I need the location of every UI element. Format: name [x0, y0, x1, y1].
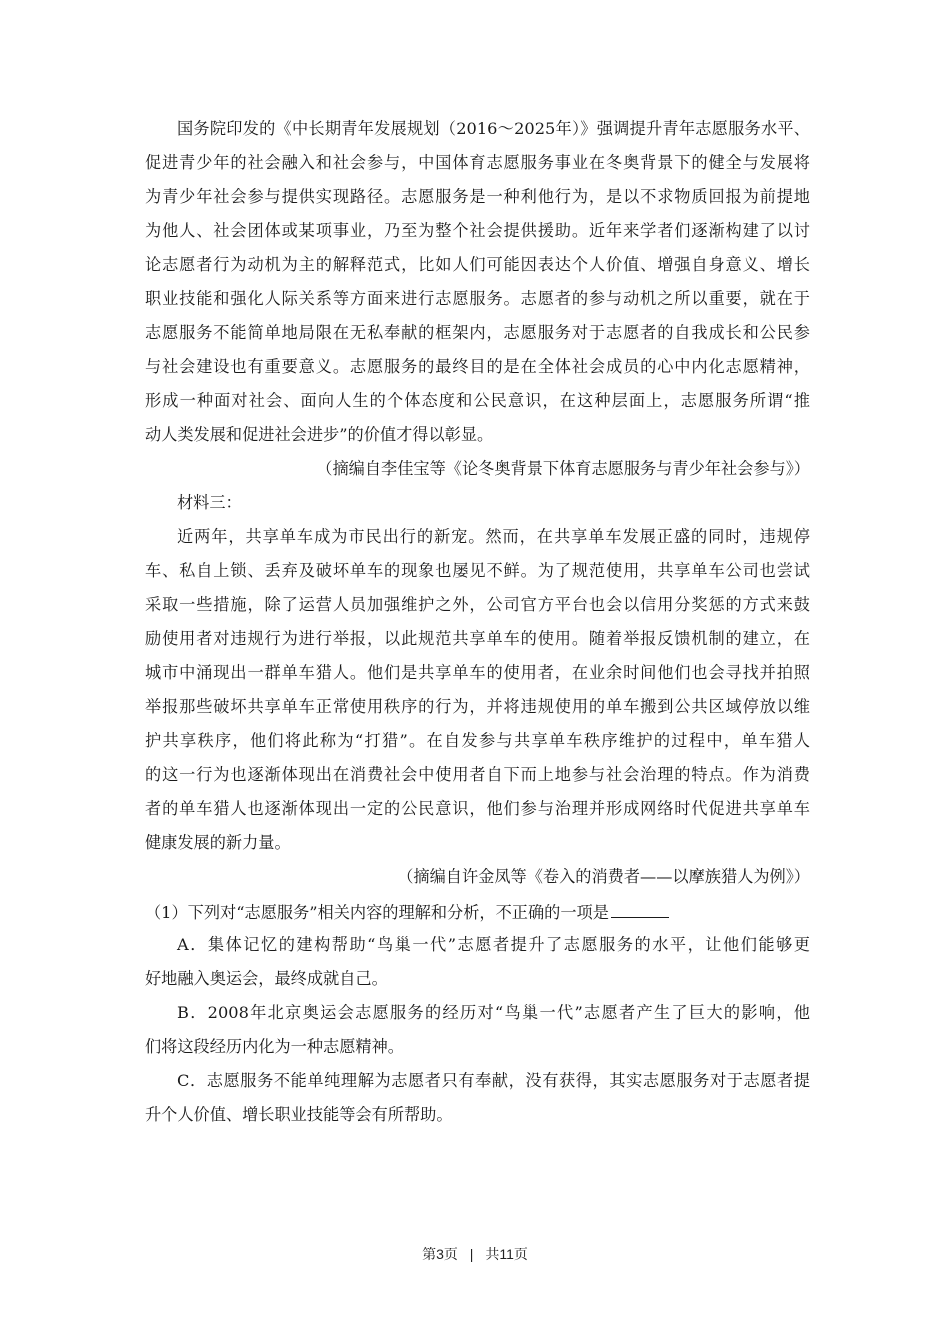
paragraph-line: 护共享秩序，他们将此称为“打猎”。在自发参与共享单车秩序维护的过程中，单车猎人 — [145, 731, 810, 750]
paragraph-line: 举报那些破坏共享单车正常使用秩序的行为，并将违规使用的单车搬到公共区域停放以维 — [145, 697, 810, 716]
paragraph-line: 车、私自上锁、丢弃及破坏单车的现象也屡见不鲜。为了规范使用，共享单车公司也尝试 — [145, 561, 810, 580]
question-1-stem — [145, 901, 669, 923]
option-line: 好地融入奥运会，最终成就自己。 — [145, 969, 388, 988]
material-3-source: （摘编自许金凤等《卷入的消费者——以摩族猎人为例》） — [397, 867, 810, 886]
paragraph-line: 促进青少年的社会融入和社会参与，中国体育志愿服务事业在冬奥背景下的健全与发展将 — [145, 153, 810, 172]
page-total: 共11页 — [485, 1246, 528, 1262]
paragraph-line: 与社会建设也有重要意义。志愿服务的最终目的是在全体社会成员的心中内化志愿精神， — [145, 357, 810, 376]
option-line: C．志愿服务不能单纯理解为志愿者只有奉献，没有获得，其实志愿服务对于志愿者提 — [177, 1071, 810, 1090]
page-number: 第3页 — [422, 1246, 458, 1262]
paragraph-line: 动人类发展和促进社会进步”的价值才得以彰显。 — [145, 425, 494, 444]
paragraph-line: 为他人、社会团体或某项事业，乃至为整个社会提供援助。近年来学者们逐渐构建了以讨 — [145, 221, 810, 240]
footer-separator: | — [469, 1246, 474, 1262]
paragraph-line: 志愿服务不能简单地局限在无私奉献的框架内，志愿服务对于志愿者的自我成长和公民参 — [145, 323, 810, 342]
option-line: 升个人价值、增长职业技能等会有所帮助。 — [145, 1105, 453, 1124]
paragraph-line: 形成一种面对社会、面向人生的个体态度和公民意识，在这种层面上，志愿服务所谓“推 — [145, 391, 810, 410]
paragraph-line: 健康发展的新力量。 — [145, 833, 291, 852]
paragraph-line: 职业技能和强化人际关系等方面来进行志愿服务。志愿者的参与动机之所以重要，就在于 — [145, 289, 810, 308]
material-3-heading: 材料三： — [177, 493, 242, 512]
paragraph-line: 城市中涌现出一群单车猎人。他们是共享单车的使用者，在业余时间他们也会寻找并拍照 — [145, 663, 810, 682]
page-footer — [0, 1244, 950, 1264]
option-line: 们将这段经历内化为一种志愿精神。 — [145, 1037, 404, 1056]
material-2-source: （摘编自李佳宝等《论冬奥背景下体育志愿服务与青少年社会参与》） — [316, 459, 810, 478]
paragraph-line: 采取一些措施，除了运营人员加强维护之外，公司官方平台也会以信用分奖惩的方式来鼓 — [145, 595, 810, 614]
paragraph-line: 者的单车猎人也逐渐体现出一定的公民意识，他们参与治理并形成网络时代促进共享单车 — [145, 799, 810, 818]
paragraph-line: 的这一行为也逐渐体现出在消费社会中使用者自下而上地参与社会治理的特点。作为消费 — [145, 765, 810, 784]
answer-blank[interactable] — [611, 901, 669, 918]
option-line: A．集体记忆的建构帮助“鸟巢一代”志愿者提升了志愿服务的水平，让他们能够更 — [177, 935, 810, 954]
question-stem-text: （1）下列对“志愿服务”相关内容的理解和分析，不正确的一项是 — [145, 903, 609, 922]
option-line: B．2008年北京奥运会志愿服务的经历对“鸟巢一代”志愿者产生了巨大的影响，他 — [177, 1003, 810, 1022]
paragraph-line: 近两年，共享单车成为市民出行的新宠。然而，在共享单车发展正盛的同时，违规停 — [177, 527, 810, 546]
paragraph-line: 励使用者对违规行为进行举报，以此规范共享单车的使用。随着举报反馈机制的建立，在 — [145, 629, 810, 648]
paragraph-line: 为青少年社会参与提供实现路径。志愿服务是一种利他行为，是以不求物质回报为前提地 — [145, 187, 810, 206]
paragraph-line: 国务院印发的《中长期青年发展规划（2016～2025年）》强调提升青年志愿服务水平、 — [177, 119, 810, 138]
paragraph-line: 论志愿者行为动机为主的解释范式，比如人们可能因表达个人价值、增强自身意义、增长 — [145, 255, 810, 274]
